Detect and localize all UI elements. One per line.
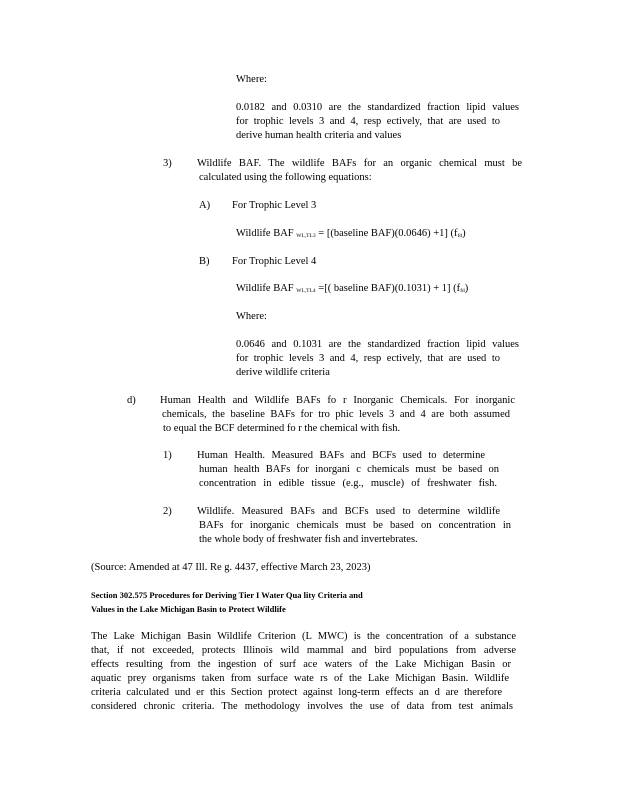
item-d-line-2: chemicals, the baseline BAFs for tro phic levels 3 and 4 are both assumed <box>162 409 510 420</box>
item-b-label: B) <box>199 256 210 267</box>
eq-a-end: ) <box>462 228 466 239</box>
body-line-1: The Lake Michigan Basin Wildlife Criterion (L MWC) is the concentration of a substance <box>91 631 516 642</box>
body-line-5: criteria calculated und er this Section protect against long-term effects an d are therefore <box>91 687 502 698</box>
wl-std-line-2: for trophic levels 3 and 4, resp ectively, that are used to <box>236 353 500 364</box>
eq-b-rhs: =[( baseline BAF)(0.1031) + 1] (f <box>318 283 461 294</box>
section-heading-line-2: Values in the Lake Michigan Basin to Protect Wildlife <box>91 604 286 614</box>
where-label-1: Where: <box>236 74 267 85</box>
where-label-2: Where: <box>236 311 267 322</box>
eq-a-rhs: = [(baseline BAF)(0.0646) +1] (f <box>318 228 458 239</box>
eq-b-subscript-2: fd <box>460 288 465 294</box>
hh-std-line-1: 0.0182 and 0.0310 are the standardized fraction lipid values <box>236 102 519 113</box>
item-b-equation <box>236 282 468 298</box>
hh-std-line-3: derive human health criteria and values <box>236 130 402 141</box>
item-d2-label: 2) <box>163 506 172 517</box>
body-line-3: effects resulting from the ingestion of surf ace waters of the Lake Michigan Basin or <box>91 659 511 670</box>
item-d-label: d) <box>127 395 136 406</box>
item-d1-label: 1) <box>163 450 172 461</box>
item-d1-line-2: human health BAFs for inorgani c chemicals must be based on <box>199 464 499 475</box>
item-a-equation <box>236 227 466 243</box>
item-d2-line-1: Wildlife. Measured BAFs and BCFs used to determine wildlife <box>197 506 500 517</box>
item-b-heading: For Trophic Level 4 <box>232 256 317 267</box>
source-note: (Source: Amended at 47 Ill. Re g. 4437, effective March 23, 2023) <box>91 562 371 573</box>
item-a-label: A) <box>199 200 211 211</box>
section-heading-line-1: Section 302.575 Procedures for Deriving Tier I Water Qua lity Criteria and <box>91 590 363 600</box>
wl-std-line-3: derive wildlife criteria <box>236 367 330 378</box>
item-d-line-3: to equal the BCF determined fo r the chemical with fish. <box>163 423 401 434</box>
body-line-2: that, if not exceeded, protects Illinois wild mammal and bird populations from adverse <box>91 645 516 656</box>
item-d2-line-3: the whole body of freshwater fish and invertebrates. <box>199 534 418 545</box>
hh-std-line-2: for trophic levels 3 and 4, resp ectively, that are used to <box>236 116 500 127</box>
body-line-6: considered chronic criteria. The methodology involves the use of data from test animals <box>91 701 513 712</box>
wl-std-line-1: 0.0646 and 0.1031 are the standardized fraction lipid values <box>236 339 519 350</box>
body-line-4: aquatic prey organisms taken from surface wate rs of the Lake Michigan Basin. Wildlife <box>91 673 509 684</box>
item-a-heading: For Trophic Level 3 <box>232 200 317 211</box>
item-d2-line-2: BAFs for inorganic chemicals must be based on concentration in <box>199 520 511 531</box>
eq-a-subscript-2: fd <box>457 233 463 239</box>
item-d1-line-3: concentration in edible tissue (e.g., muscle) of freshwater fish. <box>199 478 497 489</box>
item-3-label: 3) <box>163 158 172 169</box>
item-d1-line-1: Human Health. Measured BAFs and BCFs used to determine <box>197 450 485 461</box>
eq-a-lhs: Wildlife BAF <box>236 228 294 239</box>
eq-a-subscript: WL,TL3 <box>296 233 316 239</box>
eq-b-subscript: WL,TL4 <box>296 288 316 294</box>
eq-b-end: ) <box>464 283 469 294</box>
item-3-line-1: Wildlife BAF. The wildlife BAFs for an organic chemical must be <box>197 158 522 169</box>
item-3-line-2: calculated using the following equations: <box>199 172 372 183</box>
eq-b-lhs: Wildlife BAF <box>236 283 294 294</box>
item-d-line-1: Human Health and Wildlife BAFs fo r Inorganic Chemicals. For inorganic <box>160 395 515 406</box>
